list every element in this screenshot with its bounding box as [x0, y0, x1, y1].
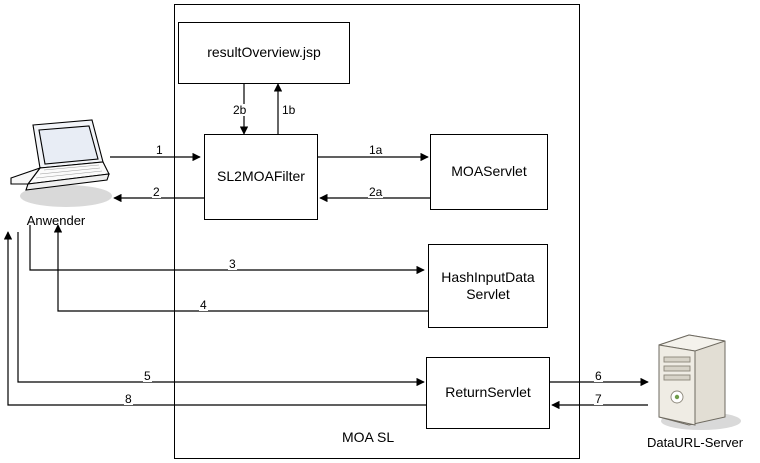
node-sl2moafilter[interactable] [204, 134, 318, 220]
server-icon [645, 333, 749, 433]
edge-label-6: 6 [595, 369, 602, 383]
laptop-icon [6, 118, 114, 210]
edge-label-2: 2 [153, 185, 160, 199]
node-hashinputdata-servlet-label-line1: HashInputData [441, 268, 535, 285]
node-sl2moafilter-label: SL2MOAFilter [217, 168, 305, 185]
edge-label-5: 5 [144, 369, 151, 383]
edge-label-4: 4 [200, 298, 207, 312]
edge-label-1b: 1b [282, 103, 296, 117]
edge-label-2b: 2b [233, 103, 247, 117]
node-result-overview-jsp-label: resultOverview.jsp [207, 44, 321, 61]
node-hashinputdata-servlet-label-line2: Servlet [466, 286, 510, 302]
node-hashinputdata-servlet[interactable] [428, 244, 548, 328]
actor-anwender-label: Anwender [26, 213, 86, 228]
edge-label-1a: 1a [369, 143, 383, 157]
moa-sl-container-label: MOA SL [342, 429, 395, 445]
actor-dataurl-server-label: DataURL-Server [646, 435, 744, 450]
node-result-overview-jsp[interactable] [178, 22, 350, 84]
node-moaservlet-label: MOAServlet [451, 163, 527, 180]
edge-label-7: 7 [595, 392, 602, 406]
node-returnservlet[interactable] [426, 357, 550, 429]
edge-label-8: 8 [125, 392, 132, 406]
edge-label-1: 1 [156, 143, 163, 157]
node-returnservlet-label: ReturnServlet [445, 384, 531, 401]
edge-label-2a: 2a [369, 185, 383, 199]
edge-label-3: 3 [229, 257, 236, 271]
node-moaservlet[interactable] [430, 134, 548, 210]
